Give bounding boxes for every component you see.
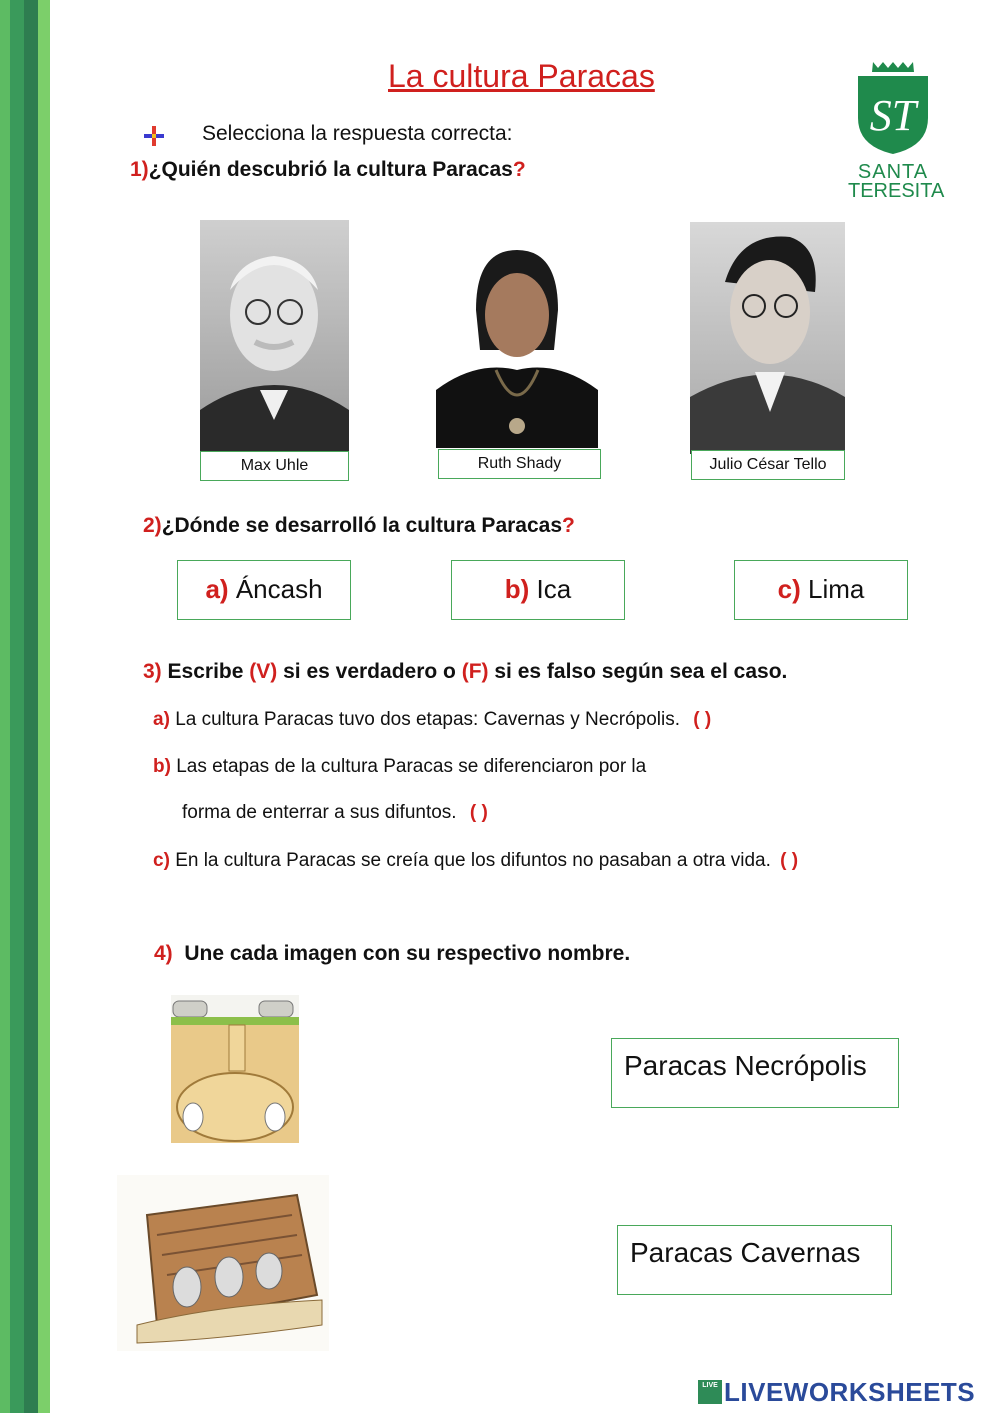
statement-b: b) Las etapas de la cultura Paracas se diferenciaron por la [153, 756, 647, 777]
option-c-button[interactable]: c) Lima [734, 560, 908, 620]
answer-slot-b[interactable]: ( ) [469, 802, 488, 823]
shield-icon [848, 58, 938, 158]
portrait-ruth-shady [436, 240, 598, 448]
option-a-button[interactable]: a) Áncash [177, 560, 351, 620]
statement-b-cont: forma de enterrar a sus difuntos. ( ) [182, 802, 488, 823]
necropolis-illustration[interactable] [117, 1175, 329, 1351]
statement-c: c) En la cultura Paracas se creía que los difuntos no pasaban a otra vida. ( ) [153, 850, 799, 871]
caption-ruth-shady: Ruth Shady [438, 449, 601, 479]
portrait-julio-tello [690, 222, 845, 454]
answer-slot-c[interactable]: ( ) [780, 850, 799, 871]
question-3: 3) Escribe (V) si es verdadero o (F) si es falso según sea el caso. [143, 660, 788, 683]
plus-bullet-icon [142, 124, 166, 153]
caption-max-uhle: Max Uhle [200, 451, 349, 481]
caption-julio-tello: Julio César Tello [691, 450, 845, 480]
question-1: 1)¿Quién descubrió la cultura Paracas? [130, 158, 526, 181]
name-box-necropolis[interactable]: Paracas Necrópolis [611, 1038, 899, 1108]
option-b-button[interactable]: b) Ica [451, 560, 625, 620]
border-stripe [10, 0, 24, 1413]
instruction-text: Selecciona la respuesta correcta: [202, 122, 513, 145]
live-badge-icon: LIVE [698, 1380, 722, 1404]
name-box-cavernas[interactable]: Paracas Cavernas [617, 1225, 892, 1295]
footer-brand: LIVEWORKSHEETS [724, 1377, 976, 1407]
cavernas-illustration[interactable] [171, 995, 299, 1143]
question-2: 2)¿Dónde se desarrolló la cultura Paracas? [143, 514, 575, 537]
border-stripe [0, 0, 10, 1413]
question-4: 4) Une cada imagen con su respectivo nombre. [154, 942, 631, 965]
school-logo [848, 58, 945, 208]
border-stripe [24, 0, 38, 1413]
statement-a: a) La cultura Paracas tuvo dos etapas: Cavernas y Necrópolis. ( ) [153, 709, 712, 730]
svg-text:ST: ST [869, 91, 917, 140]
logo-line2: TERESITA [848, 180, 945, 202]
border-stripe [38, 0, 50, 1413]
page-title: La cultura Paracas [388, 58, 655, 94]
answer-slot-a[interactable]: ( ) [693, 709, 712, 730]
logo-line1: SANTA [857, 161, 929, 183]
portrait-max-uhle [200, 220, 349, 454]
